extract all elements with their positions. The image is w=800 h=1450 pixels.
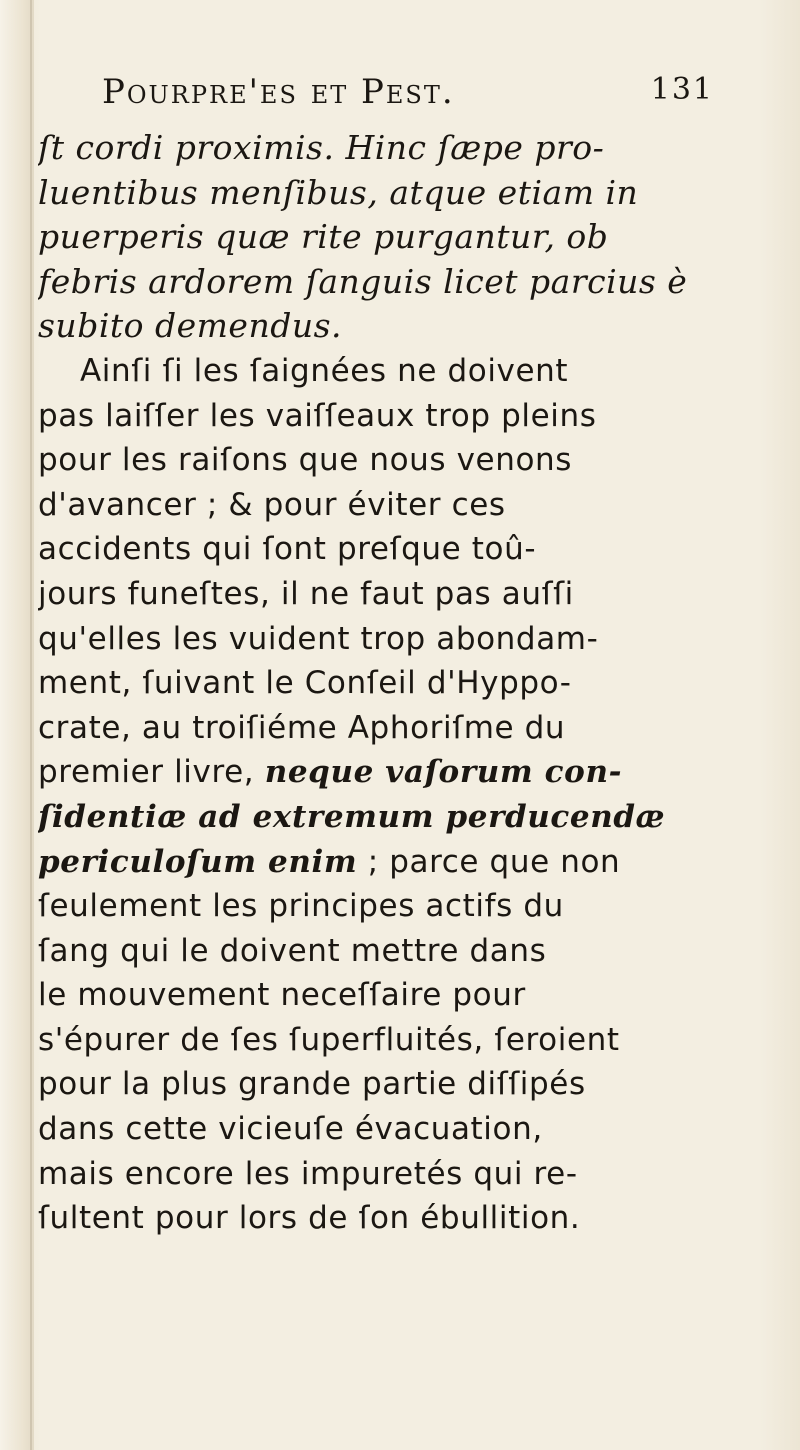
body-text — [38, 126, 778, 1241]
latin-quote-segment: periculoſum enim — [38, 843, 358, 880]
text-line: accidents qui ſont preſque toû- — [38, 531, 537, 568]
text-line: ſang qui le doivent mettre dans — [38, 932, 547, 969]
text-line: qu'elles les vuident trop abondam- — [38, 620, 599, 657]
text-line: ment, ſuivant le Conſeil d'Hyppo- — [38, 665, 572, 702]
roman-segment: premier livre, — [38, 754, 265, 791]
text-line: subito demendus. — [38, 306, 343, 346]
text-line: pas laiſſer les vaiſſeaux trop pleins — [38, 397, 597, 434]
text-line: jours funeſtes, il ne faut pas auſſi — [38, 575, 574, 612]
running-title: Pourpre'es et Pest. — [102, 72, 455, 112]
latin-quote-segment: neque vaſorum con- — [264, 754, 623, 791]
text-line: crate, au troiſiéme Aphoriſme du — [38, 709, 566, 746]
text-line: pour les raiſons que nous venons — [38, 442, 573, 479]
text-line: febris ardorem ſanguis licet parcius è — [38, 261, 688, 301]
gutter-edge — [30, 0, 32, 1450]
text-line: le mouvement neceſſaire pour — [38, 977, 526, 1014]
text-line: mais encore les impuretés qui re- — [38, 1155, 578, 1192]
paragraph-start-line: Ainſi ſi les ſaignées ne doivent — [80, 352, 569, 389]
text-line: dans cette vicieuſe évacuation, — [38, 1111, 543, 1148]
latin-quote-segment: ſidentiæ ad extremum perducendæ — [38, 798, 666, 835]
text-line: luentibus menſibus, atque etiam in — [38, 172, 639, 212]
text-line: d'avancer ; & pour éviter ces — [38, 486, 506, 523]
text-line — [38, 750, 778, 795]
text-line: pour la plus grande partie diſſipés — [38, 1066, 586, 1103]
text-line: ſultent pour lors de ſon ébullition. — [38, 1200, 581, 1237]
text-line: ſt cordi proximis. Hinc ſæpe pro- — [38, 128, 605, 167]
binding-gutter — [0, 0, 34, 1450]
roman-segment: ; parce que non — [357, 843, 621, 880]
text-line: ſeulement les principes actifs du — [38, 888, 564, 925]
text-line: s'épurer de ſes ſuperfluités, ſeroient — [38, 1021, 620, 1058]
text-line — [38, 840, 778, 885]
page-number: 131 — [650, 72, 714, 107]
text-line — [38, 795, 778, 840]
text-line: puerperis quæ rite purgantur, ob — [38, 217, 609, 257]
